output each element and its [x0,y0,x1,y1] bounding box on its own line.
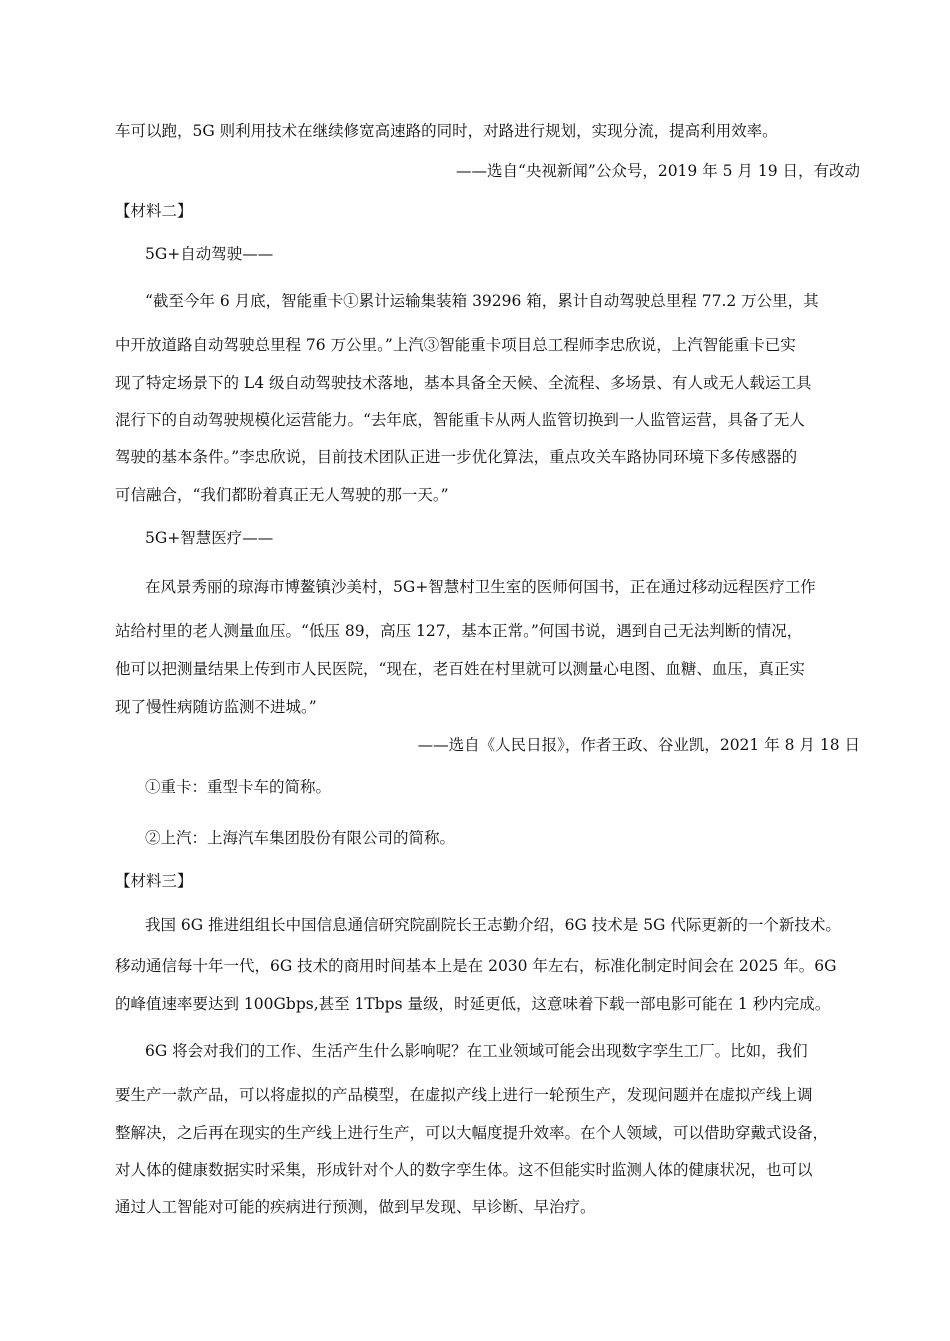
paragraph-line: 对人体的健康数据实时采集，形成针对个人的数字孪生体。这不但能实时监测人体的健康状况，也可以 [115,1161,813,1179]
source-citation: ——选自《人民日报》，作者王政、谷业凯，2021 年 8 月 18 日 [417,736,860,754]
paragraph-line: 站给村里的老人测量血压。“低压 89，高压 127，基本正常。”何国书说，遇到自己无法判断的情况， [115,622,803,640]
paragraph-line: 6G 将会对我们的工作、生活产生什么影响呢？在工业领域可能会出现数字孪生工厂。比如，我们 [145,1042,808,1060]
paragraph-line: 车可以跑，5G 则利用技术在继续修宽高速路的同时，对路进行规划，实现分流，提高利用效率。 [115,122,778,140]
paragraph-line: 现了特定场景下的 L4 级自动驾驶技术落地，基本具备全天候、全流程、多场景、有人或无人载运工具 [115,374,812,392]
paragraph-line: 要生产一款产品，可以将虚拟的产品模型，在虚拟产线上进行一轮预生产，发现问题并在虚拟产线上调 [115,1086,813,1104]
footnote: ①重卡：重型卡车的简称。 [145,778,332,796]
section-heading-material-2: 【材料二】 [115,202,193,220]
paragraph-line: 混行下的自动驾驶规模化运营能力。“去年底，智能重卡从两人监管切换到一人监管运营，具备了无人 [115,411,805,429]
paragraph-line: “截至今年 6 月底，智能重卡①累计运输集装箱 39296 箱，累计自动驾驶总里程 77.2 万公里，其 [145,292,819,310]
paragraph-line: 整解决，之后再在现实的生产线上进行生产，可以大幅度提升效率。在个人领域，可以借助穿戴式设备， [115,1124,829,1142]
source-citation: ——选自“央视新闻”公众号，2019 年 5 月 19 日，有改动 [455,162,860,180]
footnote: ②上汽：上海汽车集团股份有限公司的简称。 [145,829,456,847]
paragraph-line: 他可以把测量结果上传到市人民医院，“现在，老百姓在村里就可以测量心电图、血糖、血压，真正实 [115,660,805,678]
section-heading-material-3: 【材料三】 [115,872,193,890]
paragraph-line: 通过人工智能对可能的疾病进行预测，做到早发现、早诊断、早治疗。 [115,1198,596,1216]
paragraph-line: 在风景秀丽的琼海市博鳌镇沙美村，5G+智慧村卫生室的医师何国书，正在通过移动远程医疗工作 [145,578,816,596]
paragraph-line: 的峰值速率要达到 100Gbps,甚至 1Tbps 量级，时延更低，这意味着下载一部电影可能在 1 秒内完成。 [115,995,831,1013]
paragraph-line: 移动通信每十年一代，6G 技术的商用时间基本上是在 2030 年左右，标准化制定时间会在 2025 年。6G [115,957,837,975]
paragraph-line: 现了慢性病随访监测不进城。” [115,698,317,716]
subheading-smart-healthcare: 5G+智慧医疗—— [145,529,274,547]
paragraph-line: 中开放道路自动驾驶总里程 76 万公里。”上汽③智能重卡项目总工程师李忠欣说，上汽智能重卡已实 [115,336,796,354]
paragraph-line: 我国 6G 推进组组长中国信息通信研究院副院长王志勤介绍，6G 技术是 5G 代际更新的一个新技术。 [145,916,841,934]
subheading-autonomous-driving: 5G+自动驾驶—— [145,245,274,263]
paragraph-line: 驾驶的基本条件。”李忠欣说，目前技术团队正进一步优化算法，重点攻关车路协同环境下多传感器的 [115,448,798,466]
paragraph-line: 可信融合，“我们都盼着真正无人驾驶的那一天。” [115,486,449,504]
